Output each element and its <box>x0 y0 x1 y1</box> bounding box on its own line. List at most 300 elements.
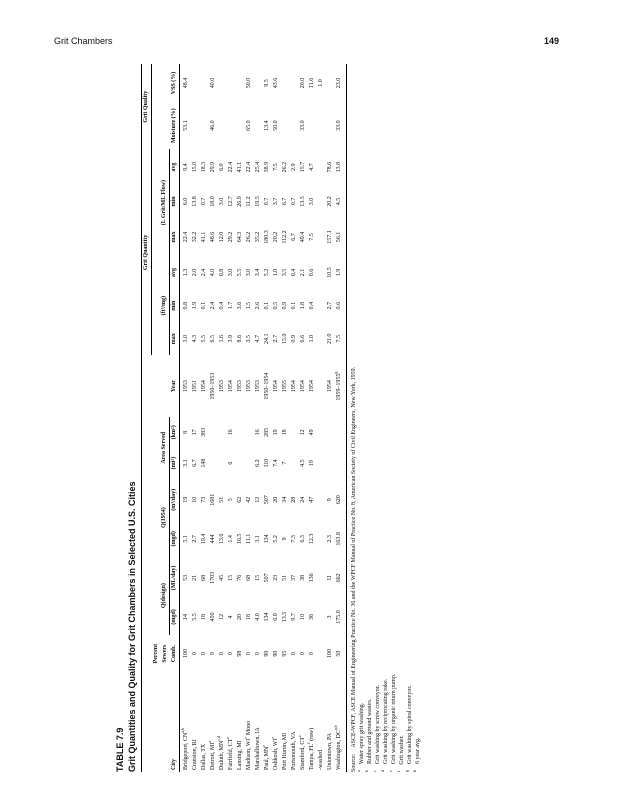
cell-q_m3: 73 <box>201 496 207 503</box>
cell-km2 <box>326 417 335 448</box>
cell-avg1: 3.5 <box>282 268 288 277</box>
header-max1: max <box>170 322 180 355</box>
cell-q_mgd: 2.7 <box>192 535 198 543</box>
cell-comb: 100 <box>327 649 333 659</box>
cell-qd_ml: 136 <box>309 573 315 583</box>
cell-max1: 4.7 <box>255 335 261 343</box>
cell-avg2: 15.7 <box>300 161 306 173</box>
cell-moist <box>227 102 236 149</box>
cell-q_m3: 51 <box>219 496 225 503</box>
cell-min2: 18.0 <box>210 196 216 207</box>
cell-comb <box>317 635 326 673</box>
cell-max1: 24.1 <box>264 333 270 345</box>
cell-avg1: 2.1 <box>300 268 306 277</box>
cell-mi2 <box>218 448 227 479</box>
cell-moist: 53.1 <box>183 120 189 131</box>
header-min2: min <box>170 185 180 218</box>
cell-mi2: 3.1 <box>183 459 189 467</box>
cell-min1: 0.1 <box>291 301 297 310</box>
cell-avg1: 5.5 <box>237 268 243 277</box>
table-label: TABLE 7.9 <box>115 727 125 772</box>
cell-moist <box>191 102 200 149</box>
table-row <box>236 64 245 772</box>
cell-max1: 3.5 <box>246 335 252 343</box>
cell-q_mgd: 1.4 <box>228 535 234 543</box>
table-row <box>200 64 209 772</box>
cell-qd_mgd <box>317 599 326 635</box>
header-q-m3day: (m³/day) <box>170 478 180 521</box>
cell-q_mgd <box>317 521 326 557</box>
cell-min2: 13.8 <box>192 196 198 207</box>
cell-q_mgd: 6.3 <box>300 535 306 543</box>
cell-vss <box>200 64 209 102</box>
cell-avg2: 22.4 <box>246 161 252 173</box>
cell-avg1: 10.5 <box>327 267 333 278</box>
cell-vss: 1.0 <box>318 79 324 87</box>
cell-comb: 0 <box>228 652 234 656</box>
cell-min1: 1.5 <box>246 301 252 310</box>
cell-moist <box>200 102 209 149</box>
cell-q_m3 <box>317 478 326 521</box>
cell-qd_mgd: 6.0 <box>273 613 279 621</box>
cell-moist <box>290 102 299 149</box>
cell-city: Washington, DC$^{a,b}$ <box>335 673 347 772</box>
cell-min1: 1.9 <box>192 301 198 310</box>
cell-mi2 <box>335 448 347 479</box>
cell-max2: 35.2 <box>255 231 261 243</box>
cell-max2: 112.2 <box>282 230 288 244</box>
cell-year: 1953 <box>219 380 225 393</box>
cell-max2: 20.2 <box>273 231 279 243</box>
cell-q_mgd: 163.8 <box>335 521 347 557</box>
cell-comb: 0 <box>219 652 225 656</box>
cell-q_mgd: 16.5 <box>237 533 243 545</box>
cell-vss <box>227 64 236 102</box>
cell-min1: 0.8 <box>183 301 189 310</box>
cell-min2: 11.2 <box>246 196 252 207</box>
cell-q_mgd: 5.1 <box>183 535 189 543</box>
footnote: $^g$Grit washing by spiral conveyor. <box>404 685 413 772</box>
footnote: $^e$Grit washing by organic return pump. <box>388 673 397 772</box>
cell-avg1: 1.9 <box>335 256 347 289</box>
cell-city: Fairfield, $CT^e$ <box>225 736 234 770</box>
cell-min2: 0.7 <box>201 197 207 206</box>
cell-qd_ml: 68 <box>246 574 252 581</box>
cell-avg2: 7.5 <box>273 163 279 171</box>
cell-vss <box>281 64 290 102</box>
cell-comb: 90 <box>273 650 279 657</box>
cell-q_m3: 20 <box>273 496 279 503</box>
cell-year: 1954 <box>201 380 207 393</box>
running-head: Grit Chambers <box>54 36 113 46</box>
cell-moist: 46.0 <box>210 120 216 131</box>
cell-city: Bridgeport, CN$^{a,b}$ <box>180 727 189 770</box>
cell-q_m3: 34 <box>282 496 288 503</box>
cell-min2: 0.7 <box>264 197 270 206</box>
header-max2: max <box>170 218 180 256</box>
cell-avg1 <box>317 256 326 289</box>
cell-min1: 0.6 <box>335 289 347 322</box>
table-row <box>245 64 254 772</box>
cell-q_mgd: 5.2 <box>273 535 279 543</box>
cell-max1: 6.6 <box>300 335 306 343</box>
table-row <box>254 64 263 772</box>
cell-mi2: 4.5 <box>300 459 306 467</box>
cell-max1 <box>317 322 326 355</box>
cell-qd_ml: 662 <box>335 557 347 600</box>
cell-year: 1953 <box>237 380 243 393</box>
cell-max1: 6.5 <box>210 335 216 343</box>
cell-avg1: 0.6 <box>309 268 315 277</box>
header-grit-quality: Grit Quality <box>142 64 152 149</box>
cell-avg2: 25.4 <box>255 161 261 173</box>
cell-min2: 20.2 <box>327 196 333 207</box>
cell-q_m3: 9 <box>327 498 333 502</box>
cell-km2: 49 <box>309 429 315 436</box>
cell-qd_ml: 76 <box>237 574 243 581</box>
cell-min2: 0.7 <box>291 197 297 206</box>
cell-moist: 65.0 <box>246 120 252 131</box>
cell-min1: 1.8 <box>300 301 306 310</box>
cell-year: 1959–1955$^g$ <box>335 355 347 417</box>
table-row <box>191 64 200 772</box>
header-q-1954: Q(1954) <box>152 478 170 556</box>
cell-year: 1951 <box>192 380 198 393</box>
cell-min2: 19.5 <box>255 196 261 207</box>
cell-max2: 22.4 <box>183 231 189 243</box>
cell-qd_ml: 37 <box>291 574 297 581</box>
cell-vss: 11.6 <box>309 77 315 89</box>
cell-moist <box>308 102 317 149</box>
footnote: $^b$Rubber and ground wastes. <box>364 698 373 772</box>
cell-year: 1953 <box>183 380 189 393</box>
cell-city: Tampa, $FL^f$ (raw) <box>306 727 315 770</box>
cell-q_m3: 28 <box>291 496 297 503</box>
cell-q_mgd: 444 <box>210 534 216 544</box>
cell-qd_ml: 15 <box>255 574 261 581</box>
header-area-served: Area Served <box>152 417 170 479</box>
table-row <box>308 64 317 772</box>
cell-max1: 1.6 <box>219 335 225 343</box>
header-qd-mgd: (mgd) <box>170 599 180 635</box>
header-qd-mlday: (ML/day) <box>170 557 180 600</box>
cell-max1: 1.0 <box>309 335 315 343</box>
header-comb: Comb. <box>170 635 180 673</box>
header-row-subgroups <box>152 64 170 772</box>
cell-city: Stamford, $CT^e$ <box>297 735 306 770</box>
cell-mi2: 19 <box>309 460 315 467</box>
cell-moist <box>218 102 227 149</box>
header-avg1: avg <box>170 256 180 289</box>
cell-comb: 100 <box>183 649 189 659</box>
cell-min2: 6.7 <box>282 197 288 206</box>
cell-avg1: 1.3 <box>183 268 189 277</box>
cell-qd_ml <box>317 557 326 600</box>
cell-vss <box>290 64 299 102</box>
cell-q_mgd: 9 <box>282 537 288 541</box>
cell-max2: 64.3 <box>237 231 243 243</box>
cell-km2: 19 <box>273 429 279 436</box>
cell-qd_mgd: 14 <box>183 613 189 620</box>
cell-year: 1950–1954 <box>264 372 270 400</box>
rotated-table-block <box>115 64 525 772</box>
table-row <box>209 64 218 772</box>
cell-qd_ml: 51 <box>282 574 288 581</box>
cell-max2: 41.1 <box>201 231 207 243</box>
table-row <box>317 64 326 772</box>
cell-mi2 <box>245 448 254 479</box>
cell-q_m3: 12 <box>255 496 261 503</box>
cell-max1: 4.3 <box>192 335 198 343</box>
cell-km2: 17 <box>192 429 198 436</box>
cell-q_mgd: 3.1 <box>255 535 261 543</box>
cell-avg2: 18.3 <box>201 161 207 173</box>
cell-qd_mgd: 4 <box>228 615 234 619</box>
cell-mi2: 6 <box>228 461 234 465</box>
cell-moist: 33.0 <box>335 102 347 149</box>
cell-max1: 3.9 <box>228 335 234 343</box>
cell-qd_mgd: 5.5 <box>192 613 198 621</box>
cell-comb: 0 <box>300 652 306 656</box>
cell-max2 <box>317 218 326 256</box>
cell-comb: 0 <box>291 652 297 656</box>
table-row <box>218 64 227 772</box>
cell-min1: 0.1 <box>264 301 270 310</box>
table-row <box>290 64 299 772</box>
cell-q_mgd: 11.1 <box>246 533 252 544</box>
cell-avg2: 22.4 <box>228 161 234 173</box>
cell-year: 1954 <box>228 380 234 393</box>
cell-max2: 29.2 <box>228 231 234 243</box>
cell-comb: 50 <box>335 635 347 673</box>
grit-table <box>141 64 347 772</box>
cell-q_mgd: 134 <box>264 534 270 544</box>
cell-avg1: 2.4 <box>201 268 207 277</box>
cell-mi2: 6.7 <box>192 459 198 467</box>
footnote: $^c$Grit washing by screw conveyor. <box>372 685 381 772</box>
header-vss: VSS (%) <box>170 64 180 102</box>
cell-q_m3: 620 <box>335 478 347 521</box>
cell-qd_ml: 1703 <box>210 571 216 584</box>
cell-q_m3: 19 <box>183 496 189 503</box>
cell-min2: 13.5 <box>300 196 306 207</box>
cell-qd_mgd: 36 <box>309 613 315 620</box>
cell-max1: 2.7 <box>273 335 279 343</box>
cell-city: Oshkosh, $WI^e$ <box>270 736 279 770</box>
cell-min1: 2.6 <box>255 301 261 310</box>
cell-km2: 16 <box>255 429 261 436</box>
cell-q_mgd: 7.3 <box>291 535 297 543</box>
cell-mi2 <box>290 448 299 479</box>
table-row <box>227 64 236 772</box>
cell-qd_mgd: 18 <box>201 613 207 620</box>
cell-max1: 5.5 <box>201 335 207 343</box>
table-row <box>263 64 272 772</box>
cell-km2 <box>290 417 299 448</box>
cell-year: 1954 <box>327 380 333 393</box>
footnote: $^a$Water spray grit washing. <box>356 702 365 772</box>
header-min1: min <box>170 289 180 322</box>
cell-vss <box>218 64 227 102</box>
cell-year: 1955 <box>282 380 288 393</box>
table-title: Grit Quantities and Quality for Grit Chambers in Selected U.S. Cities <box>127 481 137 772</box>
cell-qd_ml: 53 <box>183 574 189 581</box>
cell-avg1: 1.0 <box>273 268 279 277</box>
header-row-groups <box>142 64 152 772</box>
cell-qd_ml: 23 <box>273 574 279 581</box>
cell-km2 <box>335 417 347 448</box>
cell-qd_mgd: 450 <box>210 612 216 622</box>
cell-km2: 16 <box>228 429 234 436</box>
header-city: City <box>170 673 180 772</box>
cell-mi2: 7.4 <box>273 459 279 467</box>
cell-max1: 8.6 <box>237 335 243 343</box>
cell-qd_mgd: 12 <box>219 613 225 620</box>
cell-avg2: 6.0 <box>219 163 225 171</box>
footnote: $^f$Grit washer. <box>396 735 405 772</box>
cell-avg1: 3.4 <box>255 268 261 277</box>
cell-qd_ml: 68 <box>201 574 207 581</box>
cell-year: 1954 <box>273 380 279 393</box>
cell-vss: 48.4 <box>183 77 189 89</box>
cell-year: 1954 <box>291 380 297 393</box>
footnote: $^d$Grit washing by reciprocating rake. <box>380 678 389 772</box>
cell-mi2 <box>317 448 326 479</box>
cell-km2: 285 <box>264 427 270 437</box>
cell-min2: 12.7 <box>228 196 234 207</box>
cell-qd_mgd: 10 <box>300 613 306 620</box>
cell-city: Lansing, MI <box>237 740 243 770</box>
cell-avg2: 38.9 <box>264 161 270 173</box>
cell-comb: 90 <box>264 650 270 657</box>
cell-qd_mgd: 175.0 <box>335 599 347 635</box>
cell-q_mgd: 12.3 <box>309 533 315 545</box>
cell-vss <box>191 64 200 102</box>
cell-min2: 3.0 <box>309 197 315 206</box>
cell-max2: 180.3 <box>264 230 270 244</box>
cell-avg2: 78.6 <box>327 161 333 173</box>
header-row-columns <box>170 64 180 772</box>
cell-comb: 0 <box>201 652 207 656</box>
cell-min2: 3.7 <box>273 197 279 206</box>
cell-q_mgd: 19.4 <box>201 533 207 545</box>
cell-moist: 13.4 <box>264 120 270 131</box>
cell-mi2: 110 <box>264 458 270 468</box>
header-grit-quantity: Grit Quantity <box>142 149 152 355</box>
cell-q_mgd: 2.3 <box>327 535 333 543</box>
cell-moist: 33.0 <box>300 120 306 131</box>
cell-comb: 9 <box>210 652 216 656</box>
cell-city: Madison, $WI^c$ Mono <box>243 720 252 770</box>
cell-avg2: 29.9 <box>210 161 216 173</box>
cell-vss: 23.0 <box>335 64 347 102</box>
cell-qd_ml: 21 <box>192 574 198 581</box>
cell-comb: 98 <box>237 650 243 657</box>
cell-avg2 <box>317 149 326 185</box>
cell-min2: 4.5 <box>335 185 347 218</box>
cell-city: Marshalltown, IA <box>255 727 261 770</box>
header-l-grit-ml: (L Grit/ML Flow) <box>152 149 170 256</box>
cell-max1: 3.0 <box>183 335 189 343</box>
cell-km2: 12 <box>300 429 306 436</box>
cell-min2: 3.0 <box>219 197 225 206</box>
cell-moist: 50.0 <box>273 120 279 131</box>
cell-moist <box>326 102 335 149</box>
cell-comb: 95 <box>282 650 288 657</box>
cell-q_m3: 1681 <box>210 493 216 506</box>
cell-qd_ml: 11 <box>327 575 333 581</box>
cell-q_m3: 507 <box>264 495 270 505</box>
cell-max2: 157.1 <box>327 230 333 244</box>
cell-max2: 6.7 <box>291 233 297 241</box>
cell-avg1: 5.2 <box>264 268 270 277</box>
cell-max2: 26.2 <box>246 231 252 243</box>
cell-qd_mgd: 4.0 <box>255 613 261 621</box>
cell-vss: 50.0 <box>246 77 252 89</box>
cell-q_m3: 5 <box>228 498 234 502</box>
cell-max1: 0.9 <box>291 335 297 343</box>
cell-q_m3: 47 <box>309 496 315 503</box>
cell-mi2: 148 <box>201 458 207 468</box>
cell-city: Cranston, RI <box>192 739 198 770</box>
cell-avg1: 3.0 <box>246 268 252 277</box>
cell-city: Paul, $MN^e$ <box>261 744 270 770</box>
cell-min1: 0.5 <box>273 301 279 310</box>
cell-comb: 0 <box>246 652 252 656</box>
cell-min2: 6.0 <box>183 197 189 206</box>
footnote: $^h$6 year avg. <box>412 737 421 772</box>
cell-q_m3: 42 <box>246 496 252 503</box>
cell-avg2: 9.4 <box>183 163 189 171</box>
cell-avg2: 26.2 <box>282 161 288 173</box>
header-avg2: avg <box>170 149 180 185</box>
cell-avg2: 15.0 <box>192 161 198 173</box>
cell-city: -washed <box>318 750 324 770</box>
cell-mi2 <box>236 448 245 479</box>
cell-year: 1950–1953 <box>210 372 216 400</box>
cell-avg1: 3.0 <box>228 268 234 277</box>
cell-mi2 <box>326 448 335 479</box>
cell-min1 <box>317 289 326 322</box>
cell-max2: 32.2 <box>192 231 198 243</box>
cell-min2: 26.9 <box>237 196 243 207</box>
cell-min2 <box>317 185 326 218</box>
cell-qd_ml: 45 <box>219 574 225 581</box>
cell-vss: 43.6 <box>273 77 279 89</box>
header-moisture: Moisture (%) <box>170 102 180 149</box>
table-row <box>299 64 308 772</box>
cell-vss <box>236 64 245 102</box>
cell-year <box>317 355 326 417</box>
cell-min1: 2.4 <box>210 301 216 310</box>
table-row <box>281 64 290 772</box>
cell-min1: 1.7 <box>228 301 234 310</box>
cell-qd_mgd: 18 <box>246 613 252 620</box>
cell-city: Uniontown, PA <box>327 732 333 770</box>
cell-max1: 15.0 <box>282 333 288 345</box>
cell-avg1: 0.4 <box>291 268 297 277</box>
cell-moist <box>281 102 290 149</box>
table-row <box>180 64 192 772</box>
footnotes <box>358 64 422 772</box>
cell-city: Duluth, MN$^{c,d}$ <box>216 735 225 770</box>
cell-avg1: 2.0 <box>192 268 198 277</box>
table-body <box>180 64 347 772</box>
cell-qd_ml: 38 <box>300 574 306 581</box>
header-percent-sewers: Percent Sewers <box>152 643 168 664</box>
cell-vss <box>254 64 263 102</box>
cell-max2: 12.0 <box>219 231 225 243</box>
